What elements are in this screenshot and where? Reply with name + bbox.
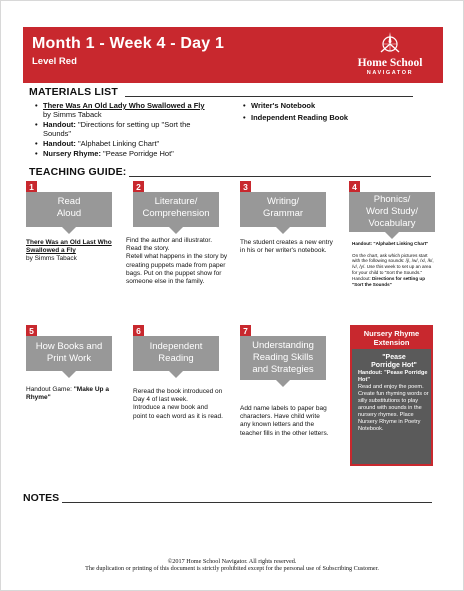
material-item: • Handout: "Alphabet Linking Chart" [35,139,235,148]
step-number: 1 [26,181,37,193]
step-number: 6 [133,325,144,337]
step-print-work: How Books and Print Work [26,336,112,371]
step-arrow [385,232,399,239]
step-arrow [62,371,76,378]
brand-name: Home School [357,57,423,69]
print-work-description: Handout Game: "Make Up a Rhyme" [26,386,109,402]
material-item: • Handout: "Directions for setting up "Sort the Sounds" [35,120,235,138]
extension-text: "Pease Porridge Hot" Handout: "Pease Porridge Hot" Read and enjoy the poem. Create fun rhyming words or silly substitutions to play around with sounds in the nursery rhymes. Place Nursery Rhyme in Poetry Notebook. [358,354,429,432]
page-title: Month 1 - Week 4 - Day 1 [32,35,225,52]
notes-heading: NOTES [23,492,60,504]
step-number: 7 [240,325,251,337]
header-banner [23,27,443,83]
material-item: • Independent Reading Book [243,113,423,122]
step-writing: Writing/ Grammar [240,192,326,227]
materials-right-list [243,101,423,123]
step-phonics: Phonics/ Word Study/ Vocabulary [349,192,435,232]
step-read-aloud: Read Aloud [26,192,112,227]
extension-title: Nursery Rhyme Extension [352,327,431,349]
material-item: • Writer's Notebook [243,101,423,110]
reading-skills-description: Add name labels to paper bag characters. Have child write any known letters and the teacher fills in the other letters. [240,405,329,437]
brand-subtitle: NAVIGATOR [366,70,414,76]
material-item: • Nursery Rhyme: "Pease Porridge Hot" [35,149,235,158]
step-arrow [276,227,290,234]
materials-heading: MATERIALS LIST [29,86,118,98]
step-arrow [276,380,290,387]
writing-description: The student creates a new entry in his or her writer's notebook. [240,239,333,255]
independent-reading-description: Reread the book introduced on Day 4 of last week. Introduce a new book and point to each word as it is read. [133,388,223,420]
step-independent-reading: Independent Reading [133,336,219,371]
logo [345,30,435,80]
materials-rule [125,96,413,97]
notes-rule [62,502,432,503]
phonics-description: Handout: "Alphabet Linking Chart" On the chart, ask which pictures start with the following sounds: /j/, /w/, /x/, /k/, /v/, /y/. Use this week to set up an area for your child to "Sort the Sounds." Handout: Directions for setting up "Sort the Sounds" [352,241,434,287]
step-number: 2 [133,181,144,193]
compass-icon [377,30,403,56]
step-arrow [169,227,183,234]
literature-description: Find the author and illustrator. Read the story. Retell what happens in the story by creating puppets made from paper bags. Put on the puppet show for someone else in the family. [126,237,228,286]
step-number: 4 [349,181,360,193]
level-label: Level Red [32,56,77,67]
nursery-rhyme-extension [350,325,433,466]
teaching-guide-rule [129,176,431,177]
step-reading-skills: Understanding Reading Skills and Strategies [240,336,326,380]
read-aloud-description: There Was an Old Last Who Swallowed a Fly by Simms Taback [26,239,112,263]
usage-notice: The duplication or printing of this document is strictly prohibited except for the personal use of Subscribing Customer. [85,565,379,572]
step-literature: Literature/ Comprehension [133,192,219,227]
teaching-guide-heading: TEACHING GUIDE: [29,166,127,178]
materials-left-list [35,101,235,159]
step-number: 5 [26,325,37,337]
step-arrow [169,371,183,378]
step-arrow [62,227,76,234]
copyright-text: ©2017 Home School Navigator. All rights reserved. [167,558,297,565]
step-number: 3 [240,181,251,193]
material-item: • There Was An Old Lady Who Swallowed a Fly by Simms Taback [35,101,235,119]
